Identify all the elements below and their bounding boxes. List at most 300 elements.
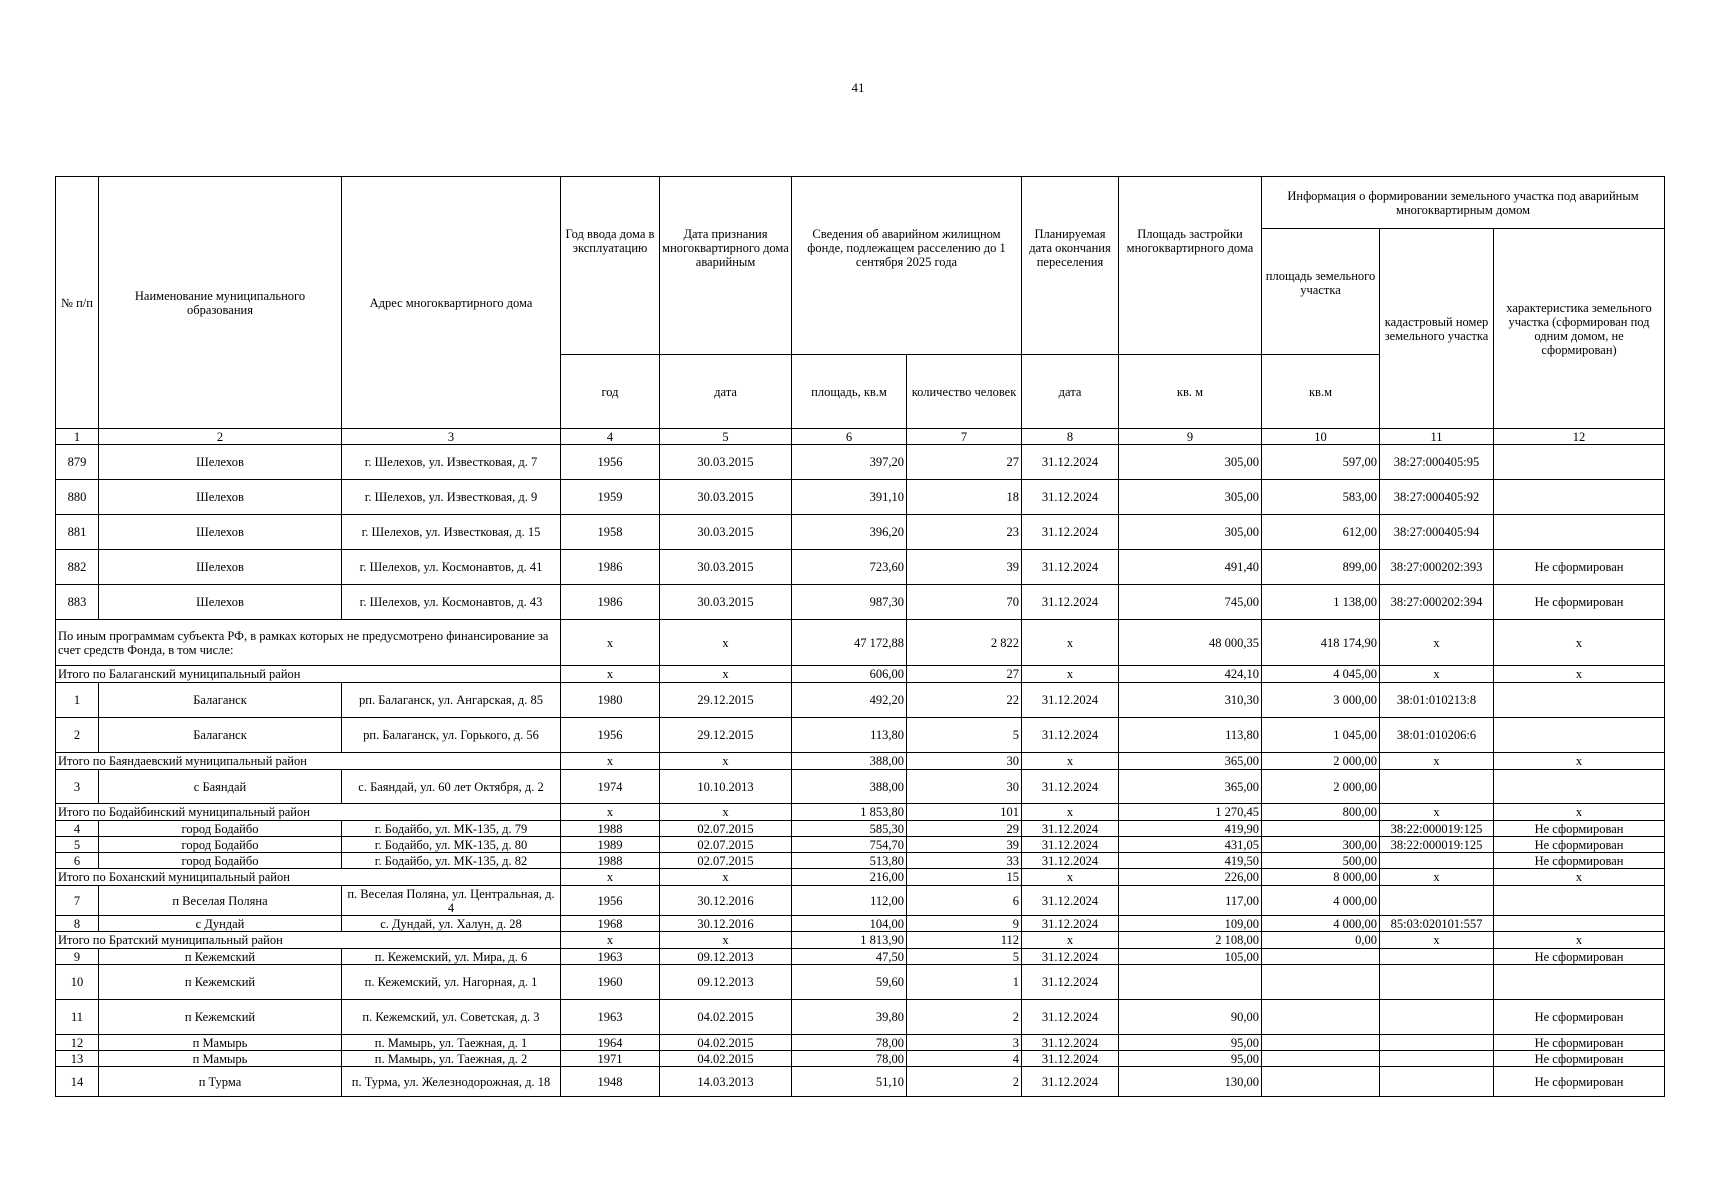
cell-building-area: 419,50 bbox=[1119, 853, 1262, 869]
table-row bbox=[56, 445, 1665, 480]
cell-cadastral: 38:27:000405:95 bbox=[1380, 445, 1494, 480]
cell-land-char: Не сформирован bbox=[1494, 1051, 1665, 1067]
cell-land-char bbox=[1494, 445, 1665, 480]
subtotal-label: Итого по Баяндаевский муниципальный район bbox=[56, 753, 561, 770]
cell-land-char bbox=[1494, 916, 1665, 932]
cell-planned-date: 31.12.2024 bbox=[1022, 683, 1119, 718]
cell-land-char: Не сформирован bbox=[1494, 949, 1665, 965]
cell-num: 4 bbox=[56, 821, 99, 837]
cell-year: 1986 bbox=[561, 550, 660, 585]
cell-cadastral: 38:01:010213:8 bbox=[1380, 683, 1494, 718]
cell-address: г. Бодайбо, ул. МК-135, д. 79 bbox=[342, 821, 561, 837]
cell-municipality: с Баяндай bbox=[99, 770, 342, 804]
cell-land-area bbox=[1262, 949, 1380, 965]
header-year-commission: Год ввода дома в эксплуатацию bbox=[561, 177, 660, 355]
cell-land-area bbox=[1262, 821, 1380, 837]
table-row bbox=[56, 949, 1665, 965]
cell-year: x bbox=[561, 620, 660, 666]
table-row bbox=[56, 585, 1665, 620]
table-row bbox=[56, 916, 1665, 932]
cell-area: 216,00 bbox=[792, 869, 907, 886]
cell-date: x bbox=[660, 620, 792, 666]
cell-year: 1956 bbox=[561, 718, 660, 753]
cell-date: 30.03.2015 bbox=[660, 515, 792, 550]
cell-municipality: Шелехов bbox=[99, 585, 342, 620]
cell-date: 30.12.2016 bbox=[660, 886, 792, 916]
table-row bbox=[56, 683, 1665, 718]
column-index: 9 bbox=[1119, 429, 1262, 445]
cell-num: 14 bbox=[56, 1067, 99, 1097]
cell-address: рп. Балаганск, ул. Горького, д. 56 bbox=[342, 718, 561, 753]
header-unit-sqm: кв. м bbox=[1119, 355, 1262, 429]
cell-land-area: 418 174,90 bbox=[1262, 620, 1380, 666]
cell-date: x bbox=[660, 666, 792, 683]
cell-area: 388,00 bbox=[792, 770, 907, 804]
table-row bbox=[56, 1035, 1665, 1051]
cell-building-area: 365,00 bbox=[1119, 770, 1262, 804]
cell-municipality: Шелехов bbox=[99, 445, 342, 480]
table-row bbox=[56, 515, 1665, 550]
cell-planned-date: 31.12.2024 bbox=[1022, 515, 1119, 550]
cell-num: 13 bbox=[56, 1051, 99, 1067]
cell-area: 39,80 bbox=[792, 1000, 907, 1035]
cell-num: 11 bbox=[56, 1000, 99, 1035]
cell-date: 04.02.2015 bbox=[660, 1051, 792, 1067]
cell-land-area bbox=[1262, 1000, 1380, 1035]
cell-num: 1 bbox=[56, 683, 99, 718]
cell-address: п. Мамырь, ул. Таежная, д. 1 bbox=[342, 1035, 561, 1051]
cell-year: 1956 bbox=[561, 445, 660, 480]
cell-building-area: 431,05 bbox=[1119, 837, 1262, 853]
cell-building-area: 109,00 bbox=[1119, 916, 1262, 932]
cell-address: г. Шелехов, ул. Известковая, д. 9 bbox=[342, 480, 561, 515]
cell-cadastral bbox=[1380, 1051, 1494, 1067]
cell-land-char: Не сформирован bbox=[1494, 853, 1665, 869]
cell-cadastral: x bbox=[1380, 932, 1494, 949]
column-index: 4 bbox=[561, 429, 660, 445]
cell-year: 1971 bbox=[561, 1051, 660, 1067]
cell-area: 397,20 bbox=[792, 445, 907, 480]
cell-municipality: город Бодайбо bbox=[99, 837, 342, 853]
cell-date: 30.03.2015 bbox=[660, 445, 792, 480]
cell-land-char: x bbox=[1494, 666, 1665, 683]
header-date-emergency: Дата признания многоквартирного дома аварийным bbox=[660, 177, 792, 355]
cell-land-area bbox=[1262, 1051, 1380, 1067]
cell-people: 2 822 bbox=[907, 620, 1022, 666]
table-row bbox=[56, 1067, 1665, 1097]
cell-date: 30.03.2015 bbox=[660, 585, 792, 620]
cell-planned-date: 31.12.2024 bbox=[1022, 1067, 1119, 1097]
cell-date: 04.02.2015 bbox=[660, 1000, 792, 1035]
cell-year: 1963 bbox=[561, 949, 660, 965]
column-index: 3 bbox=[342, 429, 561, 445]
cell-land-char bbox=[1494, 683, 1665, 718]
cell-people: 33 bbox=[907, 853, 1022, 869]
cell-cadastral bbox=[1380, 965, 1494, 1000]
cell-building-area: 105,00 bbox=[1119, 949, 1262, 965]
cell-people: 27 bbox=[907, 445, 1022, 480]
cell-year: 1980 bbox=[561, 683, 660, 718]
cell-num: 10 bbox=[56, 965, 99, 1000]
cell-people: 5 bbox=[907, 718, 1022, 753]
cell-building-area: 745,00 bbox=[1119, 585, 1262, 620]
cell-people: 22 bbox=[907, 683, 1022, 718]
cell-area: 585,30 bbox=[792, 821, 907, 837]
cell-people: 6 bbox=[907, 886, 1022, 916]
cell-cadastral: x bbox=[1380, 804, 1494, 821]
cell-address: п. Кежемский, ул. Мира, д. 6 bbox=[342, 949, 561, 965]
cell-building-area: 491,40 bbox=[1119, 550, 1262, 585]
cell-planned-date: 31.12.2024 bbox=[1022, 916, 1119, 932]
cell-cadastral: x bbox=[1380, 620, 1494, 666]
cell-year: x bbox=[561, 666, 660, 683]
cell-date: 09.12.2013 bbox=[660, 949, 792, 965]
cell-year: x bbox=[561, 869, 660, 886]
cell-building-area: 95,00 bbox=[1119, 1035, 1262, 1051]
cell-num: 9 bbox=[56, 949, 99, 965]
cell-num: 3 bbox=[56, 770, 99, 804]
cell-area: 47,50 bbox=[792, 949, 907, 965]
cell-building-area: 310,30 bbox=[1119, 683, 1262, 718]
cell-municipality: п Веселая Поляна bbox=[99, 886, 342, 916]
cell-date: x bbox=[660, 753, 792, 770]
table-row bbox=[56, 853, 1665, 869]
cell-people: 29 bbox=[907, 821, 1022, 837]
cell-address: с. Баяндай, ул. 60 лет Октября, д. 2 bbox=[342, 770, 561, 804]
cell-area: 388,00 bbox=[792, 753, 907, 770]
cell-area: 396,20 bbox=[792, 515, 907, 550]
cell-area: 47 172,88 bbox=[792, 620, 907, 666]
subtotal-row bbox=[56, 753, 1665, 770]
cell-people: 18 bbox=[907, 480, 1022, 515]
cell-area: 1 813,90 bbox=[792, 932, 907, 949]
cell-people: 4 bbox=[907, 1051, 1022, 1067]
cell-land-area: 8 000,00 bbox=[1262, 869, 1380, 886]
cell-planned-date: 31.12.2024 bbox=[1022, 718, 1119, 753]
cell-municipality: с Дундай bbox=[99, 916, 342, 932]
subtotal-label: Итого по Боханский муниципальный район bbox=[56, 869, 561, 886]
emergency-housing-table bbox=[55, 176, 1665, 1097]
cell-land-char: x bbox=[1494, 869, 1665, 886]
cell-land-char: Не сформирован bbox=[1494, 837, 1665, 853]
cell-year: 1960 bbox=[561, 965, 660, 1000]
cell-land-area: 3 000,00 bbox=[1262, 683, 1380, 718]
cell-people: 2 bbox=[907, 1000, 1022, 1035]
cell-address: п. Веселая Поляна, ул. Центральная, д. 4 bbox=[342, 886, 561, 916]
cell-planned-date: x bbox=[1022, 753, 1119, 770]
cell-people: 39 bbox=[907, 550, 1022, 585]
cell-land-area: 597,00 bbox=[1262, 445, 1380, 480]
cell-people: 2 bbox=[907, 1067, 1022, 1097]
cell-municipality: город Бодайбо bbox=[99, 853, 342, 869]
column-index: 1 bbox=[56, 429, 99, 445]
cell-address: п. Турма, ул. Железнодорожная, д. 18 bbox=[342, 1067, 561, 1097]
cell-area: 112,00 bbox=[792, 886, 907, 916]
cell-municipality: Шелехов bbox=[99, 515, 342, 550]
cell-cadastral: 38:27:000202:394 bbox=[1380, 585, 1494, 620]
cell-people: 112 bbox=[907, 932, 1022, 949]
table-row bbox=[56, 550, 1665, 585]
cell-land-area: 800,00 bbox=[1262, 804, 1380, 821]
cell-planned-date: 31.12.2024 bbox=[1022, 585, 1119, 620]
cell-num: 880 bbox=[56, 480, 99, 515]
cell-land-area bbox=[1262, 1067, 1380, 1097]
cell-people: 1 bbox=[907, 965, 1022, 1000]
cell-land-char: Не сформирован bbox=[1494, 1067, 1665, 1097]
table-row bbox=[56, 1000, 1665, 1035]
page-number: 41 bbox=[851, 80, 865, 95]
cell-address: г. Шелехов, ул. Космонавтов, д. 43 bbox=[342, 585, 561, 620]
cell-area: 987,30 bbox=[792, 585, 907, 620]
cell-municipality: п Мамырь bbox=[99, 1035, 342, 1051]
cell-num: 881 bbox=[56, 515, 99, 550]
cell-date: 29.12.2015 bbox=[660, 683, 792, 718]
subtotal-label: Итого по Бодайбинский муниципальный район bbox=[56, 804, 561, 821]
cell-area: 113,80 bbox=[792, 718, 907, 753]
cell-year: 1988 bbox=[561, 853, 660, 869]
cell-land-area bbox=[1262, 1035, 1380, 1051]
cell-address: п. Кежемский, ул. Нагорная, д. 1 bbox=[342, 965, 561, 1000]
cell-building-area: 419,90 bbox=[1119, 821, 1262, 837]
column-index: 2 bbox=[99, 429, 342, 445]
cell-address: г. Шелехов, ул. Известковая, д. 15 bbox=[342, 515, 561, 550]
cell-area: 78,00 bbox=[792, 1035, 907, 1051]
cell-municipality: Балаганск bbox=[99, 718, 342, 753]
cell-date: 02.07.2015 bbox=[660, 837, 792, 853]
cell-land-area: 899,00 bbox=[1262, 550, 1380, 585]
cell-building-area: 130,00 bbox=[1119, 1067, 1262, 1097]
cell-people: 30 bbox=[907, 770, 1022, 804]
cell-planned-date: 31.12.2024 bbox=[1022, 1000, 1119, 1035]
column-index: 11 bbox=[1380, 429, 1494, 445]
cell-year: x bbox=[561, 932, 660, 949]
cell-cadastral: 38:22:000019:125 bbox=[1380, 821, 1494, 837]
cell-people: 23 bbox=[907, 515, 1022, 550]
cell-planned-date: 31.12.2024 bbox=[1022, 886, 1119, 916]
cell-year: 1989 bbox=[561, 837, 660, 853]
cell-land-char: x bbox=[1494, 753, 1665, 770]
cell-address: п. Мамырь, ул. Таежная, д. 2 bbox=[342, 1051, 561, 1067]
cell-land-char bbox=[1494, 965, 1665, 1000]
cell-area: 606,00 bbox=[792, 666, 907, 683]
cell-building-area: 2 108,00 bbox=[1119, 932, 1262, 949]
cell-date: 30.03.2015 bbox=[660, 480, 792, 515]
cell-land-area: 2 000,00 bbox=[1262, 770, 1380, 804]
table-row bbox=[56, 480, 1665, 515]
cell-address: г. Шелехов, ул. Космонавтов, д. 41 bbox=[342, 550, 561, 585]
cell-date: 14.03.2013 bbox=[660, 1067, 792, 1097]
header-land-info: Информация о формировании земельного участка под аварийным многоквартирным домом bbox=[1262, 177, 1665, 229]
cell-area: 754,70 bbox=[792, 837, 907, 853]
cell-year: 1988 bbox=[561, 821, 660, 837]
cell-land-char: Не сформирован bbox=[1494, 1000, 1665, 1035]
cell-planned-date: 31.12.2024 bbox=[1022, 1035, 1119, 1051]
cell-municipality: п Мамырь bbox=[99, 1051, 342, 1067]
cell-land-area bbox=[1262, 965, 1380, 1000]
cell-date: x bbox=[660, 869, 792, 886]
cell-building-area: 1 270,45 bbox=[1119, 804, 1262, 821]
cell-planned-date: 31.12.2024 bbox=[1022, 550, 1119, 585]
header-row-1 bbox=[56, 177, 1665, 229]
cell-land-area: 1 138,00 bbox=[1262, 585, 1380, 620]
cell-land-area: 612,00 bbox=[1262, 515, 1380, 550]
cell-land-char: x bbox=[1494, 932, 1665, 949]
cell-planned-date: 31.12.2024 bbox=[1022, 821, 1119, 837]
cell-year: 1948 bbox=[561, 1067, 660, 1097]
cell-cadastral bbox=[1380, 886, 1494, 916]
cell-planned-date: x bbox=[1022, 869, 1119, 886]
cell-year: x bbox=[561, 804, 660, 821]
cell-year: 1974 bbox=[561, 770, 660, 804]
cell-address: п. Кежемский, ул. Советская, д. 3 bbox=[342, 1000, 561, 1035]
table-row bbox=[56, 821, 1665, 837]
cell-planned-date: 31.12.2024 bbox=[1022, 949, 1119, 965]
cell-land-area: 4 000,00 bbox=[1262, 886, 1380, 916]
cell-cadastral: x bbox=[1380, 666, 1494, 683]
cell-date: 04.02.2015 bbox=[660, 1035, 792, 1051]
cell-num: 5 bbox=[56, 837, 99, 853]
cell-area: 513,80 bbox=[792, 853, 907, 869]
cell-municipality: п Кежемский bbox=[99, 1000, 342, 1035]
header-unit-date: дата bbox=[660, 355, 792, 429]
column-index: 12 bbox=[1494, 429, 1665, 445]
header-building-area: Площадь застройки многоквартирного дома bbox=[1119, 177, 1262, 355]
column-index-row bbox=[56, 429, 1665, 445]
cell-cadastral: 38:27:000405:92 bbox=[1380, 480, 1494, 515]
cell-area: 492,20 bbox=[792, 683, 907, 718]
header-planned-date: Планируемая дата окончания переселения bbox=[1022, 177, 1119, 355]
cell-building-area: 305,00 bbox=[1119, 445, 1262, 480]
header-land-area: площадь земельного участка bbox=[1262, 229, 1380, 355]
cell-land-char bbox=[1494, 480, 1665, 515]
cell-date: 02.07.2015 bbox=[660, 853, 792, 869]
cell-planned-date: x bbox=[1022, 666, 1119, 683]
cell-num: 882 bbox=[56, 550, 99, 585]
header-address: Адрес многоквартирного дома bbox=[342, 177, 561, 429]
cell-land-char: Не сформирован bbox=[1494, 550, 1665, 585]
header-unit-area: площадь, кв.м bbox=[792, 355, 907, 429]
cell-area: 104,00 bbox=[792, 916, 907, 932]
cell-building-area: 48 000,35 bbox=[1119, 620, 1262, 666]
cell-people: 3 bbox=[907, 1035, 1022, 1051]
cell-building-area: 365,00 bbox=[1119, 753, 1262, 770]
cell-planned-date: 31.12.2024 bbox=[1022, 965, 1119, 1000]
cell-area: 723,60 bbox=[792, 550, 907, 585]
cell-land-char bbox=[1494, 886, 1665, 916]
cell-building-area: 305,00 bbox=[1119, 515, 1262, 550]
table-row bbox=[56, 837, 1665, 853]
cell-people: 101 bbox=[907, 804, 1022, 821]
subtotal-row bbox=[56, 804, 1665, 821]
cell-land-char: Не сформирован bbox=[1494, 585, 1665, 620]
cell-cadastral bbox=[1380, 949, 1494, 965]
cell-planned-date: 31.12.2024 bbox=[1022, 445, 1119, 480]
cell-land-char bbox=[1494, 718, 1665, 753]
cell-area: 51,10 bbox=[792, 1067, 907, 1097]
cell-cadastral: 85:03:020101:557 bbox=[1380, 916, 1494, 932]
cell-land-area: 583,00 bbox=[1262, 480, 1380, 515]
header-unit-year: год bbox=[561, 355, 660, 429]
cell-date: 30.03.2015 bbox=[660, 550, 792, 585]
cell-area: 59,60 bbox=[792, 965, 907, 1000]
column-index: 6 bbox=[792, 429, 907, 445]
cell-year: 1958 bbox=[561, 515, 660, 550]
column-index: 5 bbox=[660, 429, 792, 445]
cell-address: с. Дундай, ул. Халун, д. 28 bbox=[342, 916, 561, 932]
cell-people: 30 bbox=[907, 753, 1022, 770]
cell-date: x bbox=[660, 804, 792, 821]
cell-cadastral bbox=[1380, 1035, 1494, 1051]
header-cadastral: кадастровый номер земельного участка bbox=[1380, 229, 1494, 429]
cell-cadastral bbox=[1380, 1000, 1494, 1035]
cell-cadastral bbox=[1380, 853, 1494, 869]
cell-year: 1959 bbox=[561, 480, 660, 515]
table-row bbox=[56, 770, 1665, 804]
table-row bbox=[56, 1051, 1665, 1067]
cell-people: 27 bbox=[907, 666, 1022, 683]
cell-year: 1968 bbox=[561, 916, 660, 932]
cell-date: 30.12.2016 bbox=[660, 916, 792, 932]
column-index: 7 bbox=[907, 429, 1022, 445]
cell-planned-date: x bbox=[1022, 932, 1119, 949]
cell-date: 29.12.2015 bbox=[660, 718, 792, 753]
header-municipality: Наименование муниципального образования bbox=[99, 177, 342, 429]
cell-year: 1963 bbox=[561, 1000, 660, 1035]
cell-date: x bbox=[660, 932, 792, 949]
cell-land-area: 2 000,00 bbox=[1262, 753, 1380, 770]
cell-building-area: 113,80 bbox=[1119, 718, 1262, 753]
cell-cadastral: x bbox=[1380, 753, 1494, 770]
table-row bbox=[56, 886, 1665, 916]
cell-planned-date: 31.12.2024 bbox=[1022, 1051, 1119, 1067]
cell-planned-date: x bbox=[1022, 804, 1119, 821]
cell-municipality: п Кежемский bbox=[99, 949, 342, 965]
header-unit-planned-date: дата bbox=[1022, 355, 1119, 429]
cell-people: 15 bbox=[907, 869, 1022, 886]
cell-building-area: 90,00 bbox=[1119, 1000, 1262, 1035]
cell-num: 2 bbox=[56, 718, 99, 753]
cell-year: 1986 bbox=[561, 585, 660, 620]
cell-building-area: 424,10 bbox=[1119, 666, 1262, 683]
cell-land-char bbox=[1494, 515, 1665, 550]
cell-num: 8 bbox=[56, 916, 99, 932]
header-num: № п/п bbox=[56, 177, 99, 429]
header-unit-people: количество человек bbox=[907, 355, 1022, 429]
cell-municipality: Шелехов bbox=[99, 550, 342, 585]
cell-municipality: п Турма bbox=[99, 1067, 342, 1097]
cell-building-area: 117,00 bbox=[1119, 886, 1262, 916]
cell-land-area: 0,00 bbox=[1262, 932, 1380, 949]
cell-land-area: 4 045,00 bbox=[1262, 666, 1380, 683]
cell-building-area: 95,00 bbox=[1119, 1051, 1262, 1067]
cell-land-area: 4 000,00 bbox=[1262, 916, 1380, 932]
table-row bbox=[56, 965, 1665, 1000]
cell-num: 883 bbox=[56, 585, 99, 620]
header-land-char: характеристика земельного участка (сформирован под одним домом, не сформирован) bbox=[1494, 229, 1665, 429]
cell-people: 39 bbox=[907, 837, 1022, 853]
cell-planned-date: 31.12.2024 bbox=[1022, 480, 1119, 515]
header-unit-land-sqm: кв.м bbox=[1262, 355, 1380, 429]
column-index: 10 bbox=[1262, 429, 1380, 445]
cell-people: 5 bbox=[907, 949, 1022, 965]
summary-label: По иным программам субъекта РФ, в рамках которых не предусмотрено финансирование за счет средств Фонда, в том числе: bbox=[56, 620, 561, 666]
cell-land-area: 500,00 bbox=[1262, 853, 1380, 869]
subtotal-label: Итого по Братский муниципальный район bbox=[56, 932, 561, 949]
cell-address: г. Бодайбо, ул. МК-135, д. 80 bbox=[342, 837, 561, 853]
cell-address: рп. Балаганск, ул. Ангарская, д. 85 bbox=[342, 683, 561, 718]
cell-building-area bbox=[1119, 965, 1262, 1000]
cell-land-char: Не сформирован bbox=[1494, 1035, 1665, 1051]
